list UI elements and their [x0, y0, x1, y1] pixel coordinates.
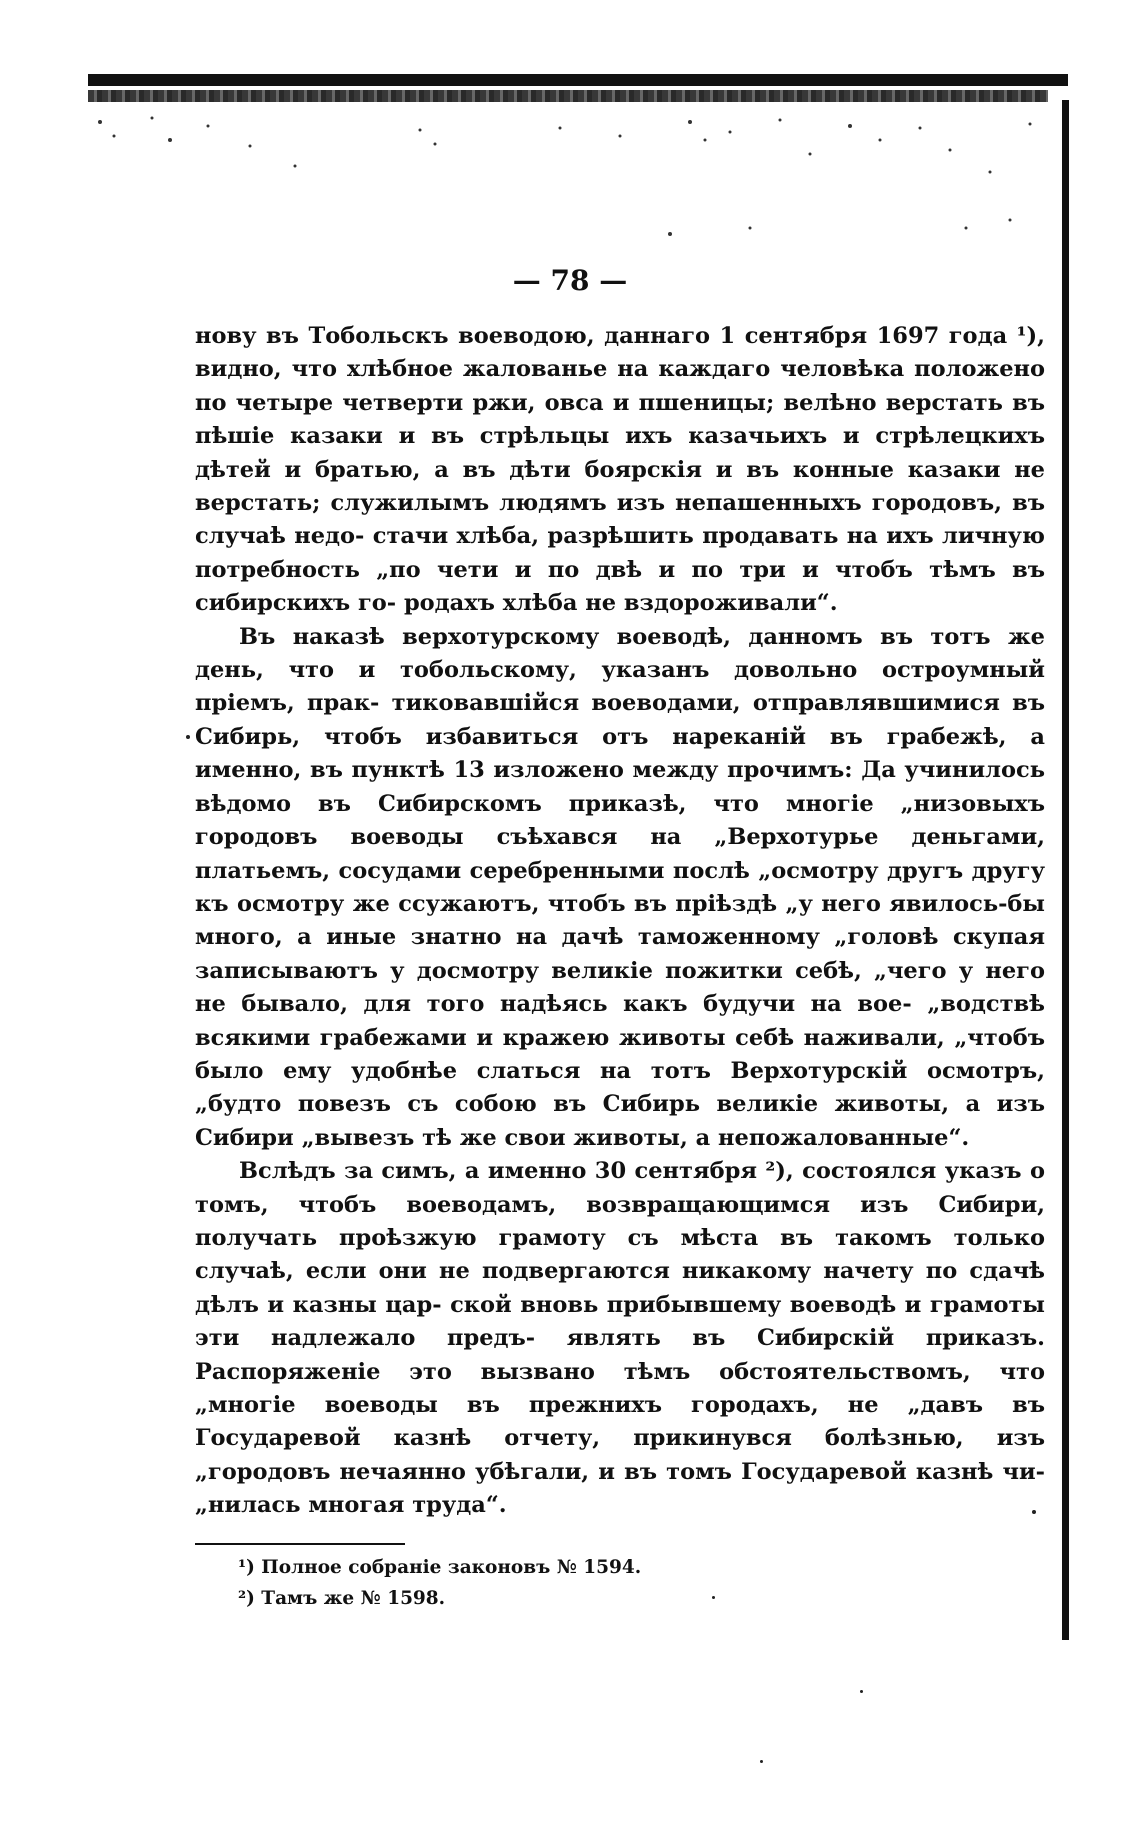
speck [1032, 1510, 1036, 1514]
text-line: „городовъ нечаянно убѣгали, и въ томъ Государевой казнѣ чи- [195, 1458, 1045, 1485]
text-line: Въ наказѣ верхотурскому воеводѣ, данномъ въ тотъ же день, [195, 623, 1045, 684]
text-line: пѣшіе казаки и въ стрѣльцы ихъ казачьихъ и стрѣлецкихъ дѣтей [195, 423, 1045, 483]
speck [186, 735, 190, 739]
text-line: „вывезъ тѣ же свои животы, а непожалованные“. [301, 1124, 970, 1151]
text-line: Вслѣдъ за симъ, а именно 30 сентября ²), состоялся указъ [239, 1158, 1022, 1185]
text-line: „Верхотурье деньгами, платьемъ, сосудами серебренными послѣ [195, 824, 1045, 884]
text-line: что и тобольскому, указанъ довольно остроумный пріемъ, прак- [195, 657, 1045, 717]
text-line: „осмотру другъ другу къ осмотру же ссужаютъ, чтобъ въ пріѣздѣ [195, 857, 1045, 917]
text-line: о томъ, чтобъ воеводамъ, возвращающимся изъ Сибири, получать [195, 1158, 1045, 1251]
text-line: тиковавшійся воеводами, отправлявшимися въ Сибирь, чтобъ [195, 690, 1045, 750]
text-line: и братью, а въ дѣти боярскія и въ конные казаки не верстать; [195, 456, 1045, 517]
text-line: избавиться отъ нареканій въ грабежѣ, а именно, въ пунктѣ 13 [195, 723, 1046, 784]
top-border-texture [88, 90, 1048, 102]
text-line: „у него явилось-бы много, а иные знатно на дачѣ таможенному [195, 890, 1045, 951]
text-line: не подвергаются никакому начету по сдачѣ дѣлъ и казны цар- [195, 1258, 1045, 1318]
footnotes [238, 1552, 938, 1614]
text-line: „давъ въ Государевой казнѣ отчету, прикинувся болѣзнью, изъ [195, 1392, 1045, 1452]
print-speckles [90, 110, 1050, 250]
text-line: „водствѣ всякими грабежами и кражею животы себѣ наживали, [195, 991, 1045, 1051]
text-line: служилымъ людямъ изъ непашенныхъ городовъ, въ случаѣ недо- [195, 490, 1045, 550]
text-line: проѣзжую грамоту съ мѣста въ такомъ только случаѣ, если они [195, 1224, 1045, 1285]
paragraph-3 [195, 1155, 1045, 1522]
right-border-bar [1062, 100, 1069, 1640]
page-number: — 78 — [512, 264, 628, 297]
footnote-2: ²) Тамъ же № 1598. [238, 1588, 446, 1609]
top-border-bar [88, 74, 1068, 86]
paragraph-1 [195, 320, 1045, 621]
speck [760, 1760, 763, 1763]
text-line: по четыре четверти ржи, овса и пшеницы; велѣно верстать въ [195, 389, 1045, 416]
text-line: стачи хлѣба, разрѣшить продавать на ихъ личную потребность [195, 523, 1045, 583]
text-line: „чего у него не бывало, для того надѣясь какъ будучи на вое- [195, 957, 1045, 1018]
footnote-divider [195, 1543, 405, 1545]
speck [860, 1690, 863, 1693]
text-line: обстоятельствомъ, что „многіе воеводы въ прежнихъ городахъ, не [195, 1358, 1045, 1418]
text-line: являть въ Сибирскій приказъ. Распоряженіе это вызвано тѣмъ [195, 1325, 1045, 1385]
text-line: нову въ Тобольскъ воеводою, даннаго 1 сентября 1697 года ¹), [195, 323, 1045, 349]
text-line: родахъ хлѣба не вздороживали“. [403, 590, 838, 617]
footnote-1: ¹) Полное собраніе законовъ № 1594. [238, 1557, 642, 1578]
text-line: изложено между прочимъ: Да учинилось вѣдомо въ Сибирскомъ [195, 757, 1045, 817]
text-line: ской вновь прибывшему воеводѣ и грамоты эти надлежало предъ- [195, 1291, 1045, 1352]
text-line: приказѣ, что многіе „низовыхъ городовъ воеводы съѣхався на [195, 790, 1045, 851]
text-line: „головѣ скупая записываютъ у досмотру великіе пожитки себѣ, [195, 924, 1045, 984]
speck [712, 1596, 715, 1599]
text-line: „нилась многая труда“. [195, 1492, 507, 1519]
paragraph-2 [195, 621, 1045, 1156]
text-line: видно, что хлѣбное жалованье на каждаго человѣка положено [195, 356, 1045, 383]
text-line: „по чети и по двѣ и по три и чтобъ тѣмъ въ сибирскихъ го- [195, 556, 1045, 617]
text-line: „чтобъ было ему удобнѣе слаться на тотъ Верхотурскій осмотръ, [195, 1024, 1045, 1084]
text-line: „будто повезъ съ собою въ Сибирь великіе животы, а изъ Сибири [195, 1091, 1045, 1151]
body-text [195, 320, 1045, 1523]
